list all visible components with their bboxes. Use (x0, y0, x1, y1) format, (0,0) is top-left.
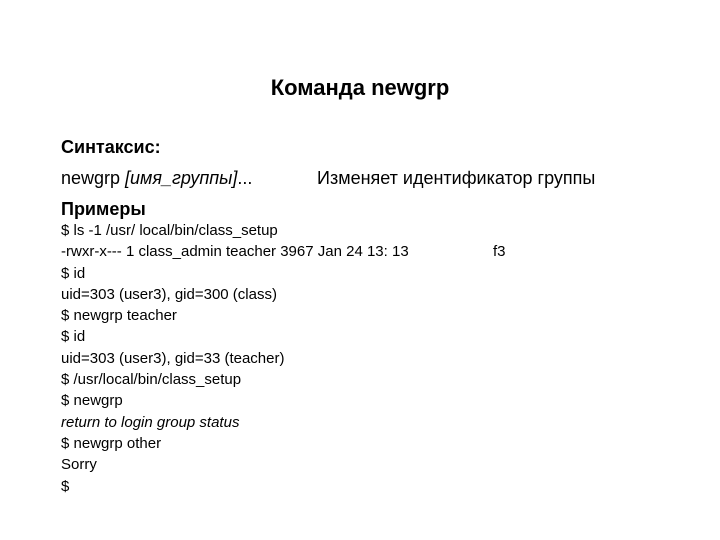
syntax-argument: [имя_группы] (125, 168, 238, 188)
example-line: $ newgrp (61, 392, 123, 410)
example-line-suffix: f3 (493, 243, 506, 261)
example-line: $ newgrp teacher (61, 307, 177, 325)
example-line: $ id (61, 328, 86, 346)
syntax-ellipsis: ... (237, 168, 253, 188)
examples-heading: Примеры (61, 199, 146, 219)
slide-title: Команда newgrp (270, 75, 450, 100)
syntax-description: Изменяет идентификатор группы (317, 168, 596, 188)
example-lines (61, 220, 661, 497)
example-line: uid=303 (user3), gid=300 (class) (61, 285, 277, 303)
example-line: $ ls -1 /usr/ local/bin/class_setup (61, 222, 278, 239)
example-line (61, 241, 661, 262)
syntax-line (61, 167, 252, 189)
example-line: Sorry (61, 456, 97, 474)
example-line: return to login group status (61, 413, 240, 431)
syntax-heading: Синтаксис: (61, 137, 161, 157)
example-line-text: -rwxr-x--- 1 class_admin teacher 3967 Jan 24 13: 13 (61, 243, 409, 261)
example-line: $ /usr/local/bin/class_setup (61, 371, 242, 389)
example-line: $ newgrp other (61, 434, 162, 452)
example-line: uid=303 (user3), gid=33 (teacher) (61, 349, 285, 367)
example-line: $ id (61, 264, 86, 282)
syntax-command: newgrp (61, 168, 126, 188)
example-line: $ (61, 477, 70, 495)
